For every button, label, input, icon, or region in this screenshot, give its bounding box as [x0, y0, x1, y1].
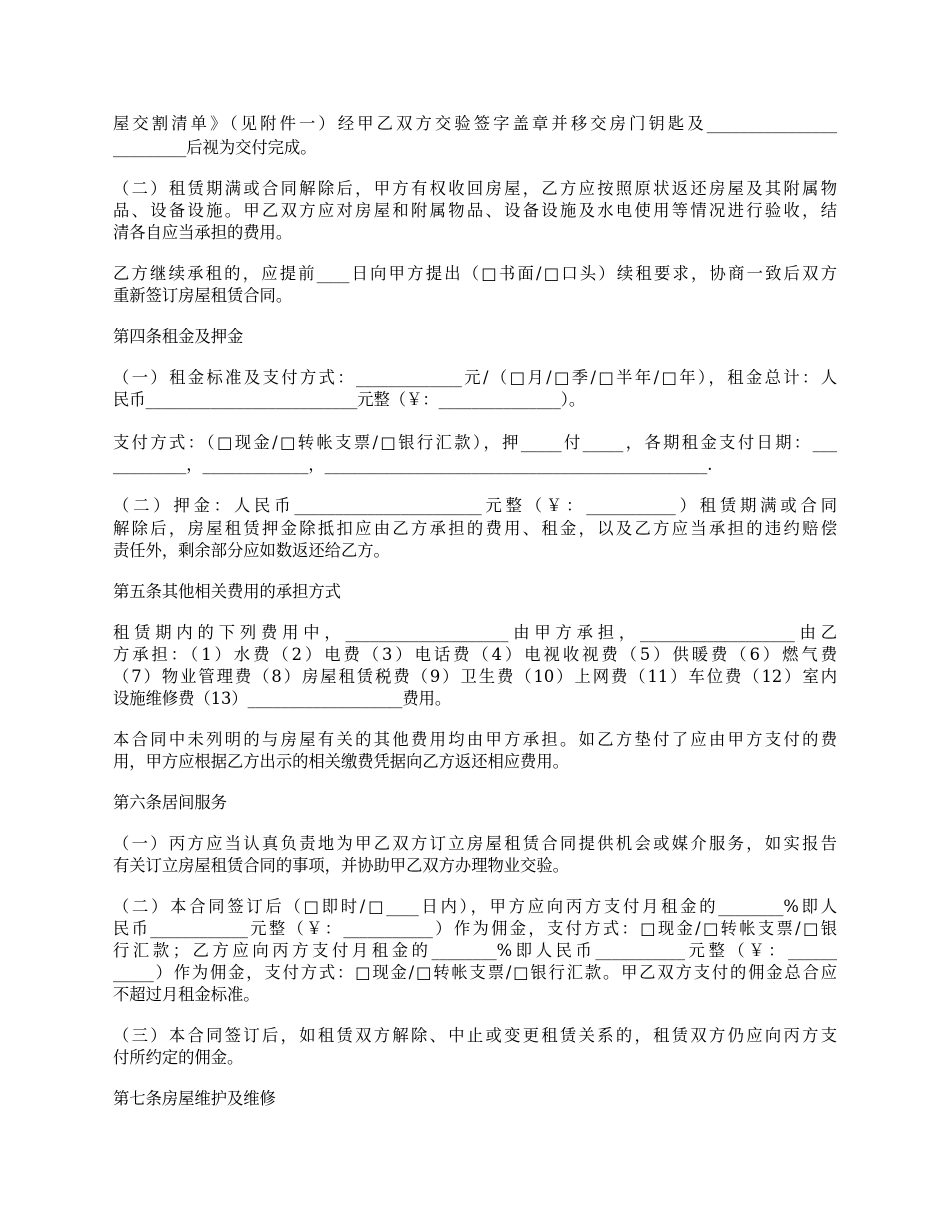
text-line: 民币____________元整（￥：___________）作为佣金，支付方式：□现金/□转帐支票/□银 [113, 919, 837, 938]
text-line: 行汇款；乙方应向丙方支付月租金的________%即人民币___________元整（￥：______ [113, 941, 837, 960]
text-line: 用，甲方应根据乙方出示的相关缴费凭据向乙方返还相应费用。 [113, 752, 569, 771]
text-line: 不超过月租金标准。 [113, 985, 260, 1004]
text-line: 设施维修费（13）___________________费用。 [113, 689, 452, 708]
text-line: _____）作为佣金，支付方式：□现金/□转帐支票/□银行汇款。甲乙双方支付的佣金总合应 [113, 963, 837, 982]
text-line: 民币__________________________元整（￥：_______________）。 [113, 390, 586, 409]
text-line: 乙方继续承租的，应提前____日向甲方提出（□书面/□口头）续租要求，协商一致后双方 [113, 264, 837, 283]
text-line: 付所约定的佣金。 [113, 1048, 244, 1067]
text-line: 责任外，剩余部分应如数返还给乙方。 [113, 541, 390, 560]
text-line: 解除后，房屋租赁押金除抵扣应由乙方承担的费用、租金，以及乙方应当承担的违约赔偿 [113, 519, 837, 538]
text-line: 支付方式：（□现金/□转帐支票/□银行汇款），押_____付_____，各期租金支付日期：___ [113, 433, 837, 452]
text-line: _________后视为交付完成。 [113, 138, 317, 157]
text-line: 屋交割清单》（见附件一）经甲乙双方交验签字盖章并移交房门钥匙及________________ [113, 114, 837, 133]
section-heading: 第五条其他相关费用的承担方式 [113, 582, 341, 601]
text-line: 本合同中未列明的与房屋有关的其他费用均由甲方承担。如乙方垫付了应由甲方支付的费 [113, 730, 837, 749]
text-line: 方承担：（1）水费（2）电费（3）电话费（4）电视收视费（5）供暖费（6）燃气费 [113, 645, 837, 664]
text-line: （一）租金标准及支付方式：_____________元/（□月/□季/□半年/□年），租金总计：人 [113, 368, 837, 387]
text-line: _________，_____________，_______________________________________________. [113, 455, 713, 474]
text-line: （二）租赁期满或合同解除后，甲方有权收回房屋，乙方应按照原状返还房屋及其附属物 [113, 179, 837, 198]
text-line: （三）本合同签订后，如租赁双方解除、中止或变更租赁关系的，租赁双方仍应向丙方支 [113, 1026, 837, 1045]
section-heading: 第七条房屋维护及维修 [113, 1089, 276, 1108]
text-line: 重新签订房屋租赁合同。 [113, 286, 293, 305]
text-line: 清各自应当承担的费用。 [113, 223, 293, 242]
text-line: （二）本合同签订后（□即时/□____日内），甲方应向丙方支付月租金的________%即人 [113, 897, 837, 916]
text-line: 有关订立房屋租赁合同的事项，并协助甲乙双方办理物业交验。 [113, 856, 569, 875]
text-line: （7）物业管理费（8）房屋租赁税费（9）卫生费（10）上网费（11）车位费（12）室内 [113, 667, 837, 686]
section-heading: 第六条居间服务 [113, 793, 227, 812]
text-line: （二）押金：人民币_______________________元整（￥：___________）租赁期满或合同 [113, 496, 837, 515]
text-line: 品、设备设施。甲乙双方应对房屋和附属物品、设备设施及水电使用等情况进行验收，结 [113, 201, 837, 220]
section-heading: 第四条租金及押金 [113, 327, 244, 346]
text-line: （一）丙方应当认真负责地为甲乙双方订立房屋租赁合同提供机会或媒介服务，如实报告 [113, 834, 837, 853]
text-line: 租赁期内的下列费用中，____________________由甲方承担，___________________由乙 [113, 623, 837, 642]
